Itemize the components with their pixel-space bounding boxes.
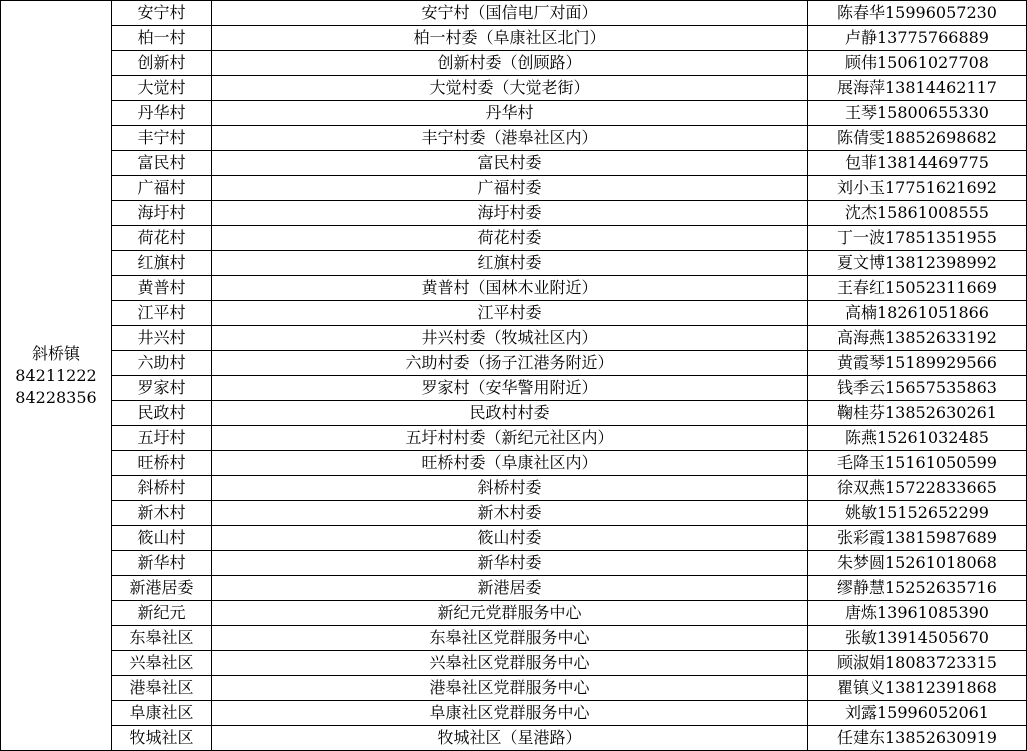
location-cell: 红旗村委 [212,251,808,276]
table-row [1,351,1027,376]
village-name-cell: 兴皋社区 [112,651,212,676]
location-cell: 阜康社区党群服务中心 [212,701,808,726]
table-row [1,1,1027,26]
table-row [1,226,1027,251]
table-row [1,626,1027,651]
village-name-cell: 新纪元 [112,601,212,626]
village-name-cell: 民政村 [112,401,212,426]
contact-cell: 顾淑娟18083723315 [808,651,1027,676]
table-row [1,601,1027,626]
village-name-cell: 井兴村 [112,326,212,351]
village-name-cell: 荷花村 [112,226,212,251]
location-cell: 民政村村委 [212,401,808,426]
location-cell: 兴皋社区党群服务中心 [212,651,808,676]
location-cell: 新华村委 [212,551,808,576]
contact-cell: 刘露15996052061 [808,701,1027,726]
contact-cell: 徐双燕15722833665 [808,476,1027,501]
table-row [1,426,1027,451]
contact-cell: 朱梦圆15261018068 [808,551,1027,576]
location-cell: 五圩村村委（新纪元社区内） [212,426,808,451]
village-name-cell: 斜桥村 [112,476,212,501]
village-name-cell: 安宁村 [112,1,212,26]
village-name-cell: 六助村 [112,351,212,376]
table-row [1,476,1027,501]
village-name-cell: 港皋社区 [112,676,212,701]
location-cell: 东皋社区党群服务中心 [212,626,808,651]
table-row [1,276,1027,301]
location-cell: 荷花村委 [212,226,808,251]
location-cell: 新木村委 [212,501,808,526]
village-name-cell: 创新村 [112,51,212,76]
table-row [1,551,1027,576]
contact-cell: 卢静13775766889 [808,26,1027,51]
table-row [1,576,1027,601]
contact-cell: 缪静慧15252635716 [808,576,1027,601]
location-cell: 创新村委（创顾路） [212,51,808,76]
location-cell: 旺桥村委（阜康社区内） [212,451,808,476]
table-row [1,151,1027,176]
table-row [1,651,1027,676]
location-cell: 广福村委 [212,176,808,201]
village-name-cell: 五圩村 [112,426,212,451]
location-cell: 新港居委 [212,576,808,601]
contact-cell: 夏文博13812398992 [808,251,1027,276]
contact-cell: 高海燕13852633192 [808,326,1027,351]
location-cell: 大觉村委（大觉老街） [212,76,808,101]
village-name-cell: 新港居委 [112,576,212,601]
location-cell: 斜桥村委 [212,476,808,501]
table-row [1,176,1027,201]
contact-cell: 唐炼13961085390 [808,601,1027,626]
village-name-cell: 江平村 [112,301,212,326]
table-row [1,26,1027,51]
table-row [1,251,1027,276]
town-name: 斜桥镇 [31,343,80,363]
contact-cell: 高楠18261051866 [808,301,1027,326]
contact-cell: 展海萍13814462117 [808,76,1027,101]
location-cell: 港皋社区党群服务中心 [212,676,808,701]
village-name-cell: 牧城社区 [112,726,212,751]
contact-cell: 瞿镇义13812391868 [808,676,1027,701]
village-name-cell: 东皋社区 [112,626,212,651]
town-phone: 84228356 [15,387,97,407]
table-row [1,101,1027,126]
contact-cell: 毛降玉15161050599 [808,451,1027,476]
contact-cell: 鞠桂芬13852630261 [808,401,1027,426]
contact-cell: 陈燕15261032485 [808,426,1027,451]
contact-cell: 黄霞琴15189929566 [808,351,1027,376]
contact-cell: 张彩霞13815987689 [808,526,1027,551]
contact-cell: 包菲13814469775 [808,151,1027,176]
village-name-cell: 黄普村 [112,276,212,301]
contact-cell: 陈春华15996057230 [808,1,1027,26]
table-body [1,1,1027,751]
contact-cell: 沈杰15861008555 [808,201,1027,226]
location-cell: 新纪元党群服务中心 [212,601,808,626]
village-name-cell: 筱山村 [112,526,212,551]
village-name-cell: 丹华村 [112,101,212,126]
table-row [1,676,1027,701]
table-row [1,376,1027,401]
location-cell: 罗家村（安华警用附近） [212,376,808,401]
table-row [1,126,1027,151]
location-cell: 丰宁村委（港皋社区内） [212,126,808,151]
table-row [1,451,1027,476]
table-row [1,526,1027,551]
table-row [1,326,1027,351]
contact-cell: 顾伟15061027708 [808,51,1027,76]
village-name-cell: 新木村 [112,501,212,526]
contact-cell: 钱季云15657535863 [808,376,1027,401]
town-phone: 84211222 [15,365,97,385]
village-name-cell: 大觉村 [112,76,212,101]
village-name-cell: 罗家村 [112,376,212,401]
village-name-cell: 红旗村 [112,251,212,276]
village-name-cell: 广福村 [112,176,212,201]
contact-cell: 张敏13914505670 [808,626,1027,651]
table-row [1,501,1027,526]
location-cell: 牧城社区（星港路） [212,726,808,751]
contact-cell: 王春红15052311669 [808,276,1027,301]
location-cell: 富民村委 [212,151,808,176]
contact-cell: 姚敏15152652299 [808,501,1027,526]
location-cell: 海圩村委 [212,201,808,226]
location-cell: 黄普村（国林木业附近） [212,276,808,301]
location-cell: 安宁村（国信电厂对面） [212,1,808,26]
contact-cell: 刘小玉17751621692 [808,176,1027,201]
village-name-cell: 富民村 [112,151,212,176]
table-row [1,401,1027,426]
village-name-cell: 海圩村 [112,201,212,226]
village-name-cell: 新华村 [112,551,212,576]
location-cell: 筱山村委 [212,526,808,551]
location-cell: 丹华村 [212,101,808,126]
table-row [1,76,1027,101]
contact-cell: 陈倩雯18852698682 [808,126,1027,151]
table-row [1,301,1027,326]
location-cell: 江平村委 [212,301,808,326]
village-name-cell: 柏一村 [112,26,212,51]
table-row [1,51,1027,76]
village-name-cell: 阜康社区 [112,701,212,726]
table-row [1,701,1027,726]
table-row [1,201,1027,226]
location-cell: 柏一村委（阜康社区北门） [212,26,808,51]
contact-cell: 任建东13852630919 [808,726,1027,751]
table-row [1,726,1027,751]
contact-cell: 王琴15800655330 [808,101,1027,126]
village-name-cell: 旺桥村 [112,451,212,476]
location-cell: 六助村委（扬子江港务附近） [212,351,808,376]
village-name-cell: 丰宁村 [112,126,212,151]
town-cell [1,1,112,751]
location-cell: 井兴村委（牧城社区内） [212,326,808,351]
contact-cell: 丁一波17851351955 [808,226,1027,251]
